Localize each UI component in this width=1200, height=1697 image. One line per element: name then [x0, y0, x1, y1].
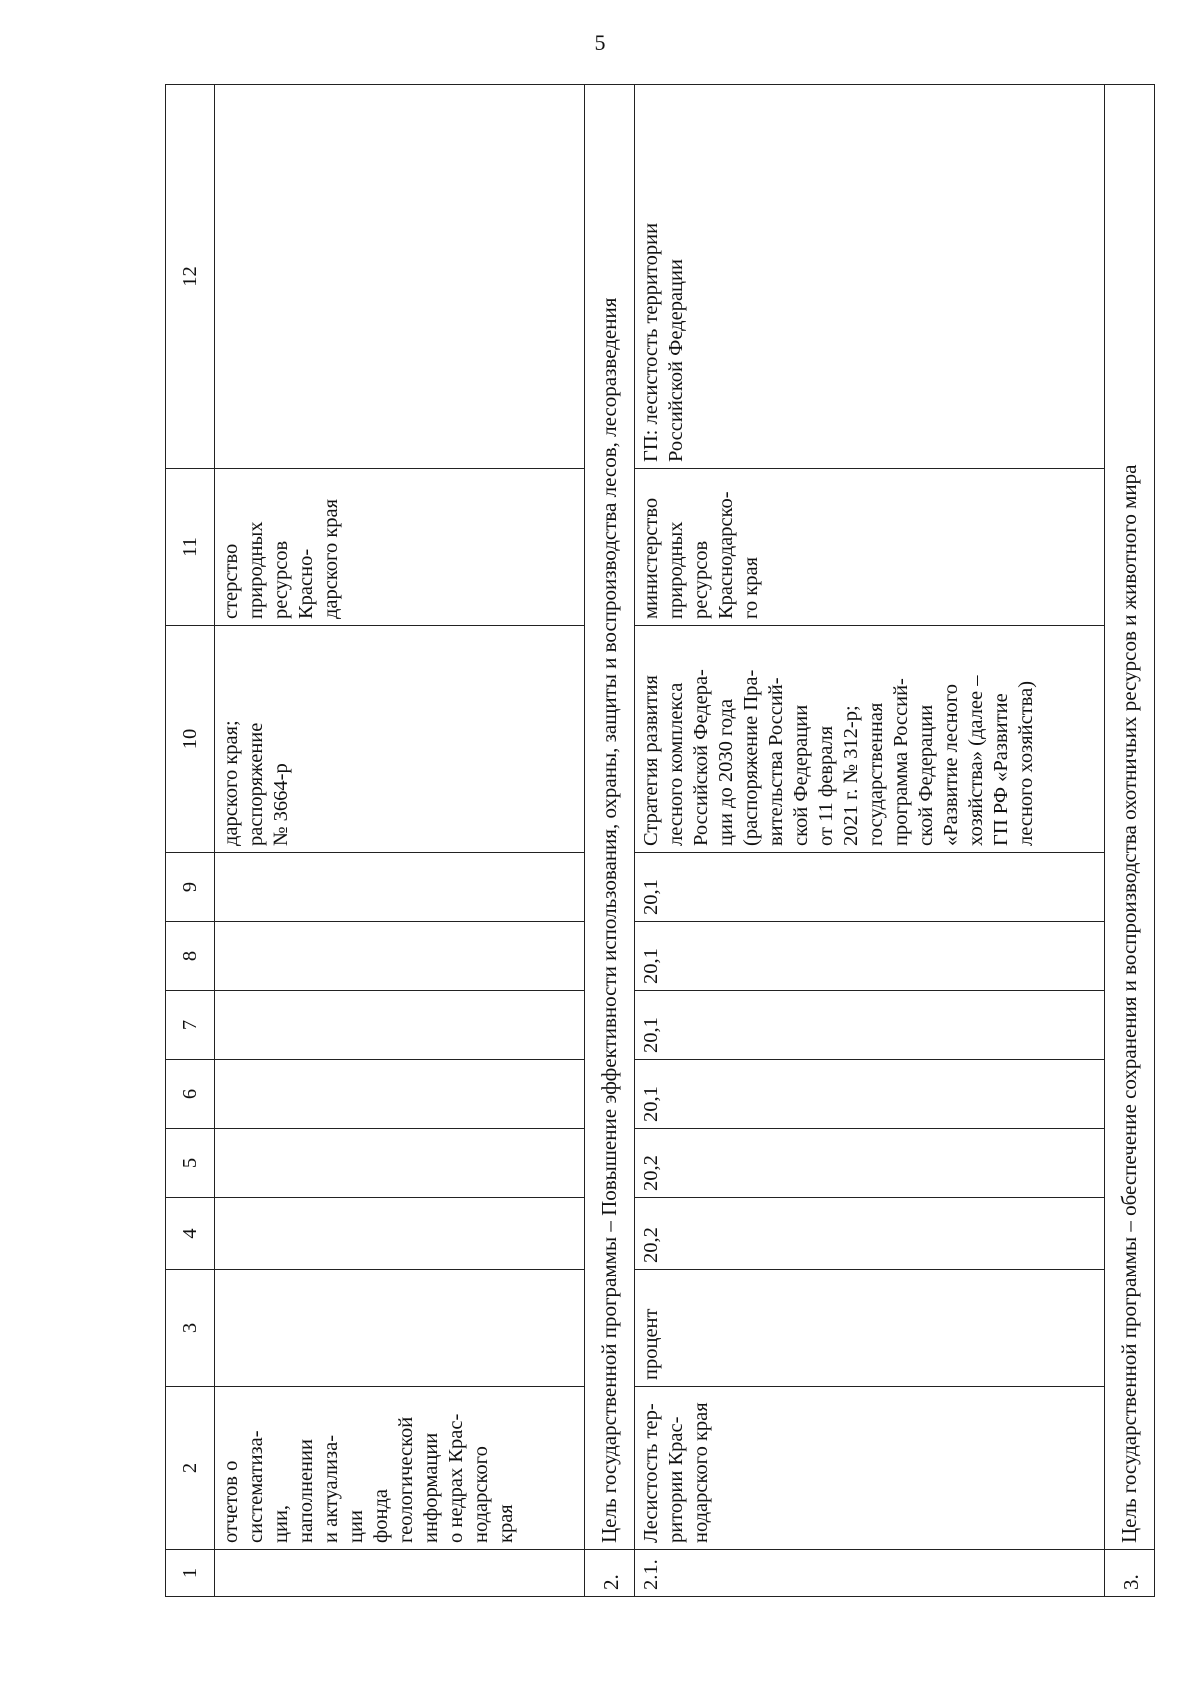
header-cell: 4: [166, 1198, 215, 1270]
section-goal-cell: Цель государственной программы – обеспечение сохранения и воспроизводства охотничьих ресурсов и животного мира: [1105, 85, 1155, 1550]
header-cell: 7: [166, 991, 215, 1060]
header-cell: 11: [166, 469, 215, 626]
section-goal-cell: Цель государственной программы – Повышение эффективности использования, охраны, защиты и воспроизводства лесов, лесоразведения: [585, 85, 635, 1550]
row-number-cell: 2.1.: [635, 1550, 1105, 1597]
header-cell: 12: [166, 85, 215, 469]
table-row: [215, 85, 585, 1597]
indicator-table: [165, 84, 1155, 1597]
value-cell: [215, 1129, 585, 1198]
header-cell: 9: [166, 853, 215, 922]
value-cell: [215, 853, 585, 922]
value-cell: 20,1: [635, 991, 1105, 1060]
header-cell: 6: [166, 1060, 215, 1129]
table-row: [635, 85, 1105, 1597]
value-cell: 20,1: [635, 853, 1105, 922]
header-cell: 3: [166, 1270, 215, 1387]
unit-cell: процент: [635, 1270, 1105, 1387]
linked-indicator-cell: ГП: лесистость территории Российской Федерации: [635, 85, 1105, 469]
header-row: [166, 85, 215, 1597]
header-cell: 5: [166, 1129, 215, 1198]
value-cell: [215, 1060, 585, 1129]
value-cell: [215, 1198, 585, 1270]
value-cell: 20,2: [635, 1129, 1105, 1198]
page-number: 5: [594, 30, 606, 55]
rotated-table-sheet: [165, 85, 1155, 1597]
value-cell: 20,1: [635, 1060, 1105, 1129]
indicator-name-cell: Лесистость тер- ритории Крас- нодарского края: [635, 1387, 1105, 1550]
basis-document-cell: дарского края; распоряжение № 3664-р: [215, 626, 585, 853]
section-number-cell: 2.: [585, 1550, 635, 1597]
section-number-cell: 3.: [1105, 1550, 1155, 1597]
unit-cell: [215, 1270, 585, 1387]
value-cell: [215, 991, 585, 1060]
responsible-cell: стерство природных ресурсов Красно- дарского края: [215, 469, 585, 626]
header-cell: 2: [166, 1387, 215, 1550]
linked-indicator-cell: [215, 85, 585, 469]
header-cell: 1: [166, 1550, 215, 1597]
responsible-cell: министерство природных ресурсов Краснодарско- го края: [635, 469, 1105, 626]
header-cell: 10: [166, 626, 215, 853]
value-cell: 20,2: [635, 1198, 1105, 1270]
value-cell: 20,1: [635, 922, 1105, 991]
section-row: [585, 85, 635, 1597]
row-number-cell: [215, 1550, 585, 1597]
header-cell: 8: [166, 922, 215, 991]
basis-document-cell: Стратегия развития лесного комплекса Российской Федера- ции до 2030 года (распоряжение Пра- вительства Россий- ской Федерации от 11 февраля 2021 г. № 312-р; государственная программа Россий- ской Федерации «Развитие лесного хозяйства» (далее – ГП РФ «Развитие лесного хозяйства): [635, 626, 1105, 853]
section-row: [1105, 85, 1155, 1597]
value-cell: [215, 922, 585, 991]
indicator-name-cell: отчетов о систематиза- ции, наполнении и актуализа- ции фонда геологической информации о недрах Крас- нодарского края: [215, 1387, 585, 1550]
